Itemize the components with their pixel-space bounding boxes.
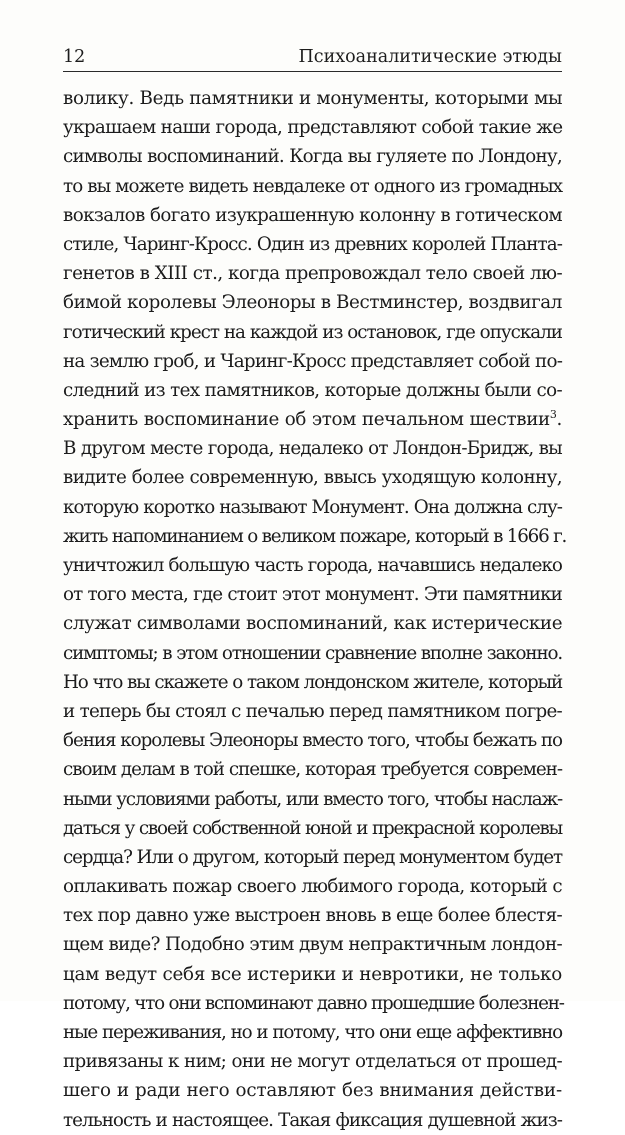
text-line: щем виде? Подобно этим двум непрактичным лондон- <box>63 934 563 956</box>
running-title: Психоаналитические этюды <box>298 47 562 67</box>
text-line: привязаны к ним; они не могут отделаться от прошед- <box>63 1051 562 1073</box>
text-line: вокзалов богато изукрашенную колонну в готическом <box>63 204 562 226</box>
text-line: бимой королевы Элеоноры в Вестминстер, воздвигал <box>63 292 563 314</box>
text-line: ными условиями работы, или вместо того, чтобы наслаж- <box>63 788 562 810</box>
text-line: тельность и настоящее. Такая фиксация душевной жиз- <box>63 1109 562 1131</box>
line-text: хранить воспоминание об этом печальном шествии <box>63 409 550 431</box>
text-line: своим делам в той спешке, которая требуется современ- <box>63 759 562 781</box>
text-line: даться у своей собственной юной и прекрасной королевы <box>63 817 562 839</box>
text-line: волику. Ведь памятники и монументы, которыми мы <box>63 88 563 109</box>
text-line: готический крест на каждой из остановок, где опускали <box>63 321 562 343</box>
text-line: от того места, где стоит этот монумент. Эти памятники <box>63 584 562 606</box>
text-line: Но что вы скажете о таком лондонском жителе, который <box>63 671 562 693</box>
text-line: следний из тех памятников, которые должны были со- <box>63 379 562 401</box>
text-line: на землю гроб, и Чаринг-Кросс представляет собой по- <box>63 350 563 372</box>
text-line: символы воспоминаний. Когда вы гуляете по Лондону, <box>63 146 562 168</box>
text-line: и теперь бы стоял с печалью перед памятником погре- <box>63 700 562 722</box>
footnote-reference[interactable]: 3 <box>549 408 557 422</box>
text-line: ные переживания, но и потому, что они еще аффективно <box>63 1022 562 1043</box>
text-line: сердца? Или о другом, который перед монументом будет <box>63 846 562 868</box>
text-line: которую коротко называют Монумент. Она должна слу- <box>63 496 562 518</box>
body-text <box>63 84 567 1135</box>
text-line: потому, что они вспоминают давно прошедшие болезнен- <box>63 992 564 1014</box>
text-line: цам ведут себя все истерики и невротики, не только <box>63 963 562 985</box>
text-line: шего и ради него оставляют без внимания действи- <box>63 1080 562 1102</box>
running-head <box>63 40 562 68</box>
text-line: уничтожил большую часть города, начавшись недалеко <box>63 555 562 576</box>
text-line: тех пор давно уже выстроен вновь в еще более блестя- <box>63 905 562 927</box>
text-line: оплакивать пожар своего любимого города, который с <box>63 876 562 898</box>
text-line: бения королевы Элеоноры вместо того, чтобы бежать по <box>63 730 562 752</box>
text-line: симптомы; в этом отношении сравнение вполне законно. <box>63 642 562 664</box>
text-line: видите более современную, ввысь уходящую колонну, <box>63 467 562 489</box>
text-line: украшаем наши города, представляют собой такие же <box>63 117 563 139</box>
text-line: служат символами воспоминаний, как истерические <box>63 613 563 635</box>
text-line: В другом месте города, недалеко от Лондон-Бридж, вы <box>63 438 562 460</box>
text-line: жить напоминанием о великом пожаре, который в 1666 г. <box>63 525 567 547</box>
header-rule <box>63 71 562 72</box>
text-line: то вы можете видеть невдалеке от одного из громадных <box>63 175 563 197</box>
page-number: 12 <box>63 47 86 67</box>
text-line: стиле, Чаринг-Кросс. Один из древних королей Планта- <box>63 233 562 255</box>
text-line-with-footnote <box>63 405 562 434</box>
line-punct: . <box>556 409 562 431</box>
text-line: генетов в XIII ст., когда препровождал тело своей лю- <box>63 263 563 285</box>
